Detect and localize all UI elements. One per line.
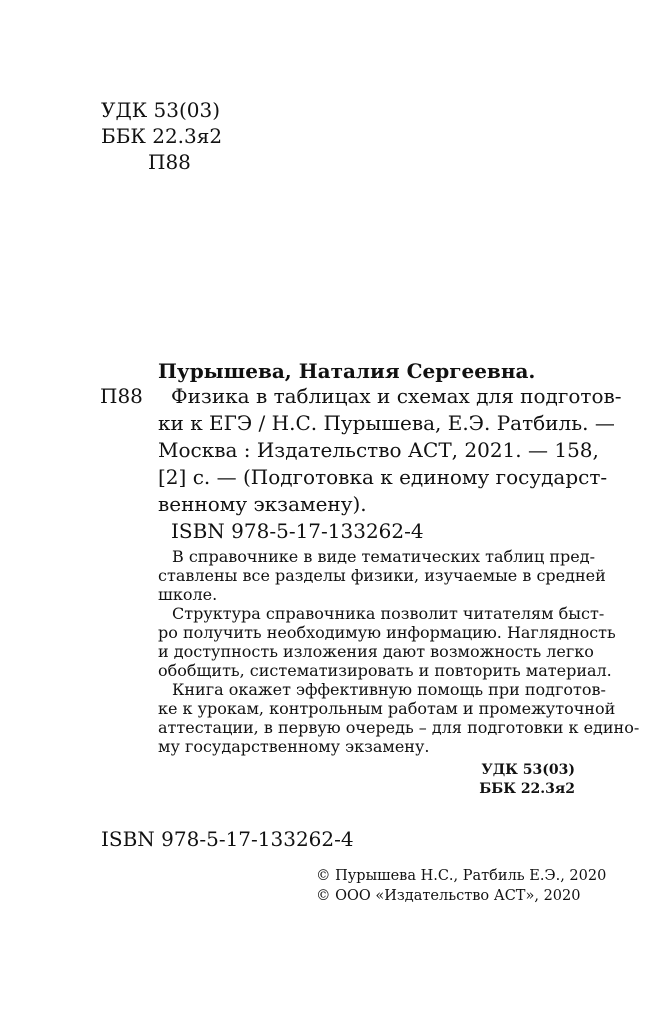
copyright-line: © Пурышева Н.С., Ратбиль Е.Э., 2020 bbox=[316, 868, 607, 884]
bottom-udk-code: УДК 53(03) bbox=[481, 762, 575, 778]
description-line: Физика в таблицах и схемах для подготов- bbox=[171, 384, 622, 408]
bottom-bbk-code: ББК 22.3я2 bbox=[479, 781, 575, 797]
record-isbn: ISBN 978-5-17-133262-4 bbox=[171, 519, 424, 543]
isbn: ISBN 978-5-17-133262-4 bbox=[101, 827, 354, 851]
annotation-line: му государственному экзамену. bbox=[158, 737, 430, 756]
description-line: Москва : Издательство АСТ, 2021. — 158, bbox=[158, 438, 599, 462]
annotation-line: ро получить необходимую информацию. Наглядность bbox=[158, 623, 616, 642]
annotation-line: ке к урокам, контрольным работам и промежуточной bbox=[158, 699, 616, 718]
author-mark: П88 bbox=[148, 150, 191, 174]
annotation-line: Книга окажет эффективную помощь при подготов- bbox=[172, 680, 606, 699]
description-line: ки к ЕГЭ / Н.С. Пурышева, Е.Э. Ратбиль. — bbox=[158, 411, 615, 435]
udk-code: УДК 53(03) bbox=[101, 98, 221, 122]
record-author-mark: П88 bbox=[100, 384, 143, 408]
annotation-line: В справочнике в виде тематических таблиц пред- bbox=[172, 547, 595, 566]
author-heading: Пурышева, Наталия Сергеевна. bbox=[158, 359, 536, 383]
annotation-line: Структура справочника позволит читателям быст- bbox=[172, 604, 605, 623]
description-line: [2] с. — (Подготовка к единому государст- bbox=[158, 465, 608, 489]
annotation-line: и доступность изложения дают возможность легко bbox=[158, 642, 594, 661]
annotation-line: ставлены все разделы физики, изучаемые в средней bbox=[158, 566, 606, 585]
annotation-line: школе. bbox=[158, 585, 218, 604]
annotation-line: аттестации, в первую очередь – для подготовки к едино- bbox=[158, 718, 640, 737]
annotation-line: обобщить, систематизировать и повторить материал. bbox=[158, 661, 612, 680]
description-line: венному экзамену). bbox=[158, 492, 367, 516]
bbk-code: ББК 22.3я2 bbox=[101, 124, 223, 148]
copyright-line: © ООО «Издательство АСТ», 2020 bbox=[316, 888, 581, 904]
